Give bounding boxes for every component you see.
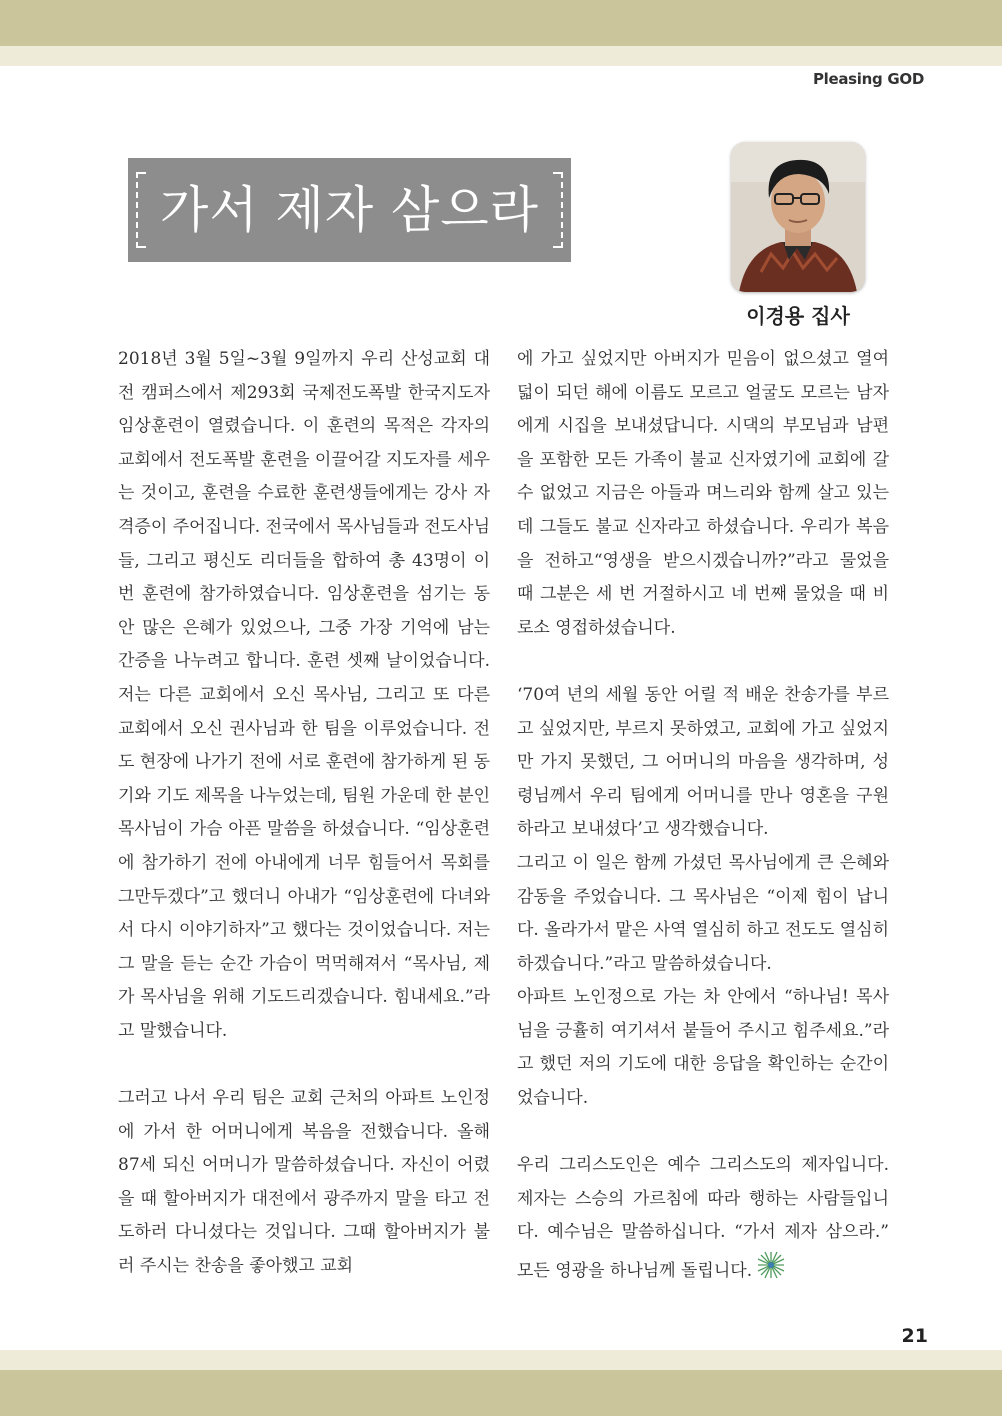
- end-ornament-icon: [756, 1250, 786, 1293]
- closing-text: 우리 그리스도인은 예수 그리스도의 제자입니다. 제자는 스승의 가르침에 따라 행하는 사람들입니다. 예수님은 말씀하십니다. “가서 제자 삼으라.” 모든 영광을 하나님께 돌립니다.: [517, 1155, 889, 1281]
- paragraph: 에 가고 싶었지만 아버지가 믿음이 없으셨고 열여덟이 되던 해에 이름도 모르고 얼굴도 모르는 남자에게 시집을 보내셨답니다. 시댁의 부모님과 남편을 포함한 모든 가족이 불교 신자였기에 교회에 갈 수 없었고 지금은 아들과 며느리와 함께 살고 있는데 그들도 불교 신자라고 하셨습니다. 우리가 복음을 전하고“영생을 받으시겠습니까?”라고 물었을 때 그분은 세 번 거절하시고 네 번째 물었을 때 비로소 영접하셨습니다.: [517, 349, 889, 638]
- bottom-band: [0, 1370, 1002, 1416]
- author-portrait-image: [731, 142, 865, 292]
- section-label: Pleasing GOD: [812, 70, 924, 88]
- paragraph-closing: [517, 1149, 889, 1292]
- article-column-right: [517, 343, 889, 1293]
- paragraph: 아파트 노인정으로 가는 차 안에서 “하나님! 목사님을 긍휼히 여기셔서 붙들어 주시고 힘주세요.”라고 했던 저의 기도에 대한 응답을 확인하는 순간이었습니다.: [517, 987, 889, 1109]
- paragraph: ‘70여 년의 세월 동안 어릴 적 배운 찬송가를 부르고 싶었지만, 부르지 못하였고, 교회에 가고 싶었지만 가지 못했던, 그 어머니의 마음을 생각하며, 성령님께서 우리 팀에게 어머니를 만나 영혼을 구원하라고 보내셨다’고 생각했습니다.: [517, 684, 889, 840]
- paragraph: 2018년 3월 5일~3월 9일까지 우리 산성교회 대전 캠퍼스에서 제293회 국제전도폭발 한국지도자 임상훈련이 열렸습니다. 이 훈련의 목적은 각자의 교회에서 전도폭발 훈련을 이끌어갈 지도자를 세우는 것이고, 훈련을 수료한 훈련생들에게는 강사 자격증이 주어집니다. 전국에서 목사님들과 전도사님들, 그리고 평신도 리더들을 합하여 총 43명이 이번 훈련에 참가하였습니다. 임상훈련을 섬기는 동안 많은 은혜가 있었으나, 그중 가장 기억에 남는 간증을 나누려고 합니다. 훈련 셋째 날이었습니다. 저는 다른 교회에서 오신 목사님, 그리고 또 다른 교회에서 오신 권사님과 한 팀을 이루었습니다. 전도 현장에 나가기 전에 서로 훈련에 참가하게 된 동기와 기도 제목을 나누었는데, 팀원 가운데 한 분인 목사님이 가슴 아픈 말씀을 하셨습니다. “임상훈련에 참가하기 전에 아내에게 너무 힘들어서 목회를 그만두겠다”고 했더니 아내가 “임상훈련에 다녀와서 다시 이야기하자”고 했다는 것이었습니다. 저는 그 말을 듣는 순간 가슴이 먹먹해져서 “목사님, 제가 목사님을 위해 기도드리겠습니다. 힘내세요.”라고 말했습니다.: [118, 349, 490, 1041]
- title-box: [128, 158, 571, 262]
- page-number: 21: [901, 1325, 928, 1347]
- author-photo: [731, 142, 865, 292]
- top-band: [0, 0, 1002, 46]
- article-column-left: [118, 343, 490, 1284]
- author-name: 이경용 집사: [746, 304, 850, 328]
- bottom-band-light: [0, 1350, 1002, 1370]
- paragraph: 그러고 나서 우리 팀은 교회 근처의 아파트 노인정에 가서 한 어머니에게 복음을 전했습니다. 올해 87세 되신 어머니가 말씀하셨습니다. 자신이 어렸을 때 할아버지가 대전에서 광주까지 말을 타고 전도하러 다니셨다는 것입니다. 그때 할아버지가 불러 주시는 찬송을 좋아했고 교회: [118, 1088, 490, 1277]
- paragraph: 그리고 이 일은 함께 가셨던 목사님에게 큰 은혜와 감동을 주었습니다. 그 목사님은 “이제 힘이 납니다. 올라가서 맡은 사역 열심히 하고 전도도 열심히 하겠습니다.”라고 말씀하셨습니다.: [517, 852, 889, 974]
- top-band-light: [0, 46, 1002, 66]
- title-bracket-right: [553, 172, 563, 248]
- article-title: 가서 제자 삼으라: [160, 181, 539, 239]
